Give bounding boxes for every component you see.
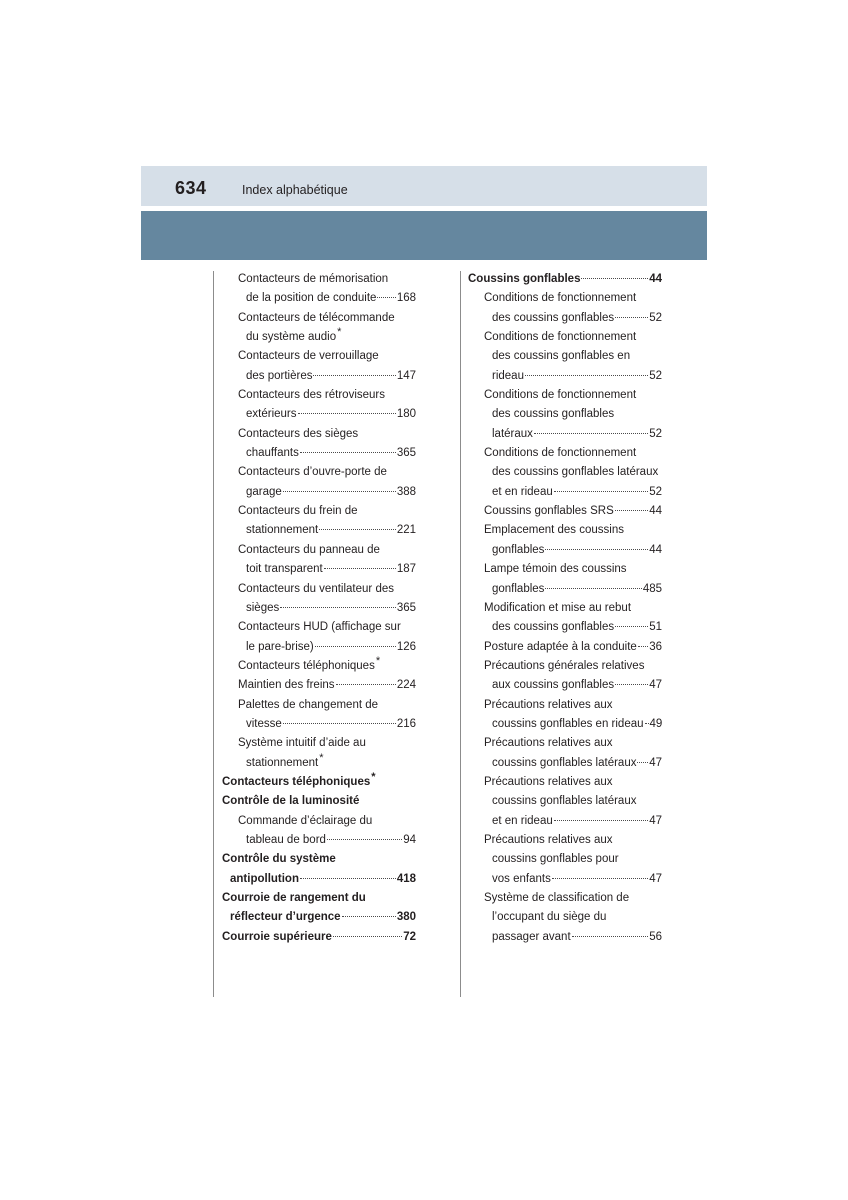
index-entry: [468, 734, 662, 753]
entry-text: Conditions de fonctionnement: [484, 389, 637, 402]
index-entry: [468, 560, 662, 579]
entry-text: gonflables: [492, 582, 545, 595]
entry-text: Emplacement des coussins: [484, 524, 624, 537]
index-entry: [468, 676, 662, 695]
entry-text: Conditions de fonctionnement: [484, 331, 637, 344]
entry-text: Système de classification de: [484, 892, 630, 904]
entry-text: Contacteurs des rétroviseurs: [238, 389, 386, 402]
index-entry: [468, 463, 662, 482]
header-band: [141, 166, 707, 206]
index-entry: [468, 270, 662, 289]
leader-dots: [615, 683, 648, 685]
index-entry: [468, 580, 662, 599]
entry-text: coussins gonflables pour: [492, 853, 619, 866]
entry-text: garage: [246, 485, 282, 498]
entry-text: du système audio: [246, 331, 337, 344]
leader-dots: [283, 490, 396, 492]
page-ref: 418: [396, 872, 416, 885]
entry-text: Coussins gonflables: [468, 273, 581, 285]
entry-text: des coussins gonflables: [492, 408, 615, 421]
entry-text: des coussins gonflables en: [492, 350, 631, 363]
page-ref: 147: [396, 369, 416, 382]
entry-text: Contrôle de la luminosité: [222, 795, 360, 808]
leader-dots: [645, 722, 649, 724]
leader-dots: [545, 548, 648, 550]
leader-dots: [554, 490, 648, 492]
entry-text: de la position de conduite: [246, 292, 377, 305]
index-entry: [222, 676, 416, 695]
index-entry: [222, 599, 416, 618]
index-entry: [222, 928, 416, 947]
leader-dots: [581, 277, 648, 279]
entry-text: latéraux: [492, 427, 533, 440]
index-entry: [468, 657, 662, 676]
entry-text: des portières: [246, 369, 313, 382]
leader-dots: [324, 567, 396, 569]
entry-text: coussins gonflables latéraux: [492, 756, 637, 769]
leader-dots: [313, 374, 395, 376]
page-ref: 49: [649, 717, 663, 730]
index-entry: [468, 908, 662, 927]
page-ref: 52: [649, 427, 662, 440]
page-ref: 52: [649, 311, 662, 324]
index-entry: [468, 715, 662, 734]
index-entry: [222, 444, 416, 463]
index-entry: [222, 580, 416, 599]
entry-text: Contacteurs téléphoniques: [238, 659, 375, 672]
leader-dots: [377, 296, 395, 298]
entry-text: Contacteurs du ventilateur des: [238, 582, 394, 595]
page-ref: 47: [649, 814, 662, 827]
entry-text: rideau: [492, 369, 524, 382]
index-entry: [222, 618, 416, 637]
index-entry: [222, 309, 416, 328]
entry-text: stationnement: [246, 524, 319, 537]
index-entry: [468, 425, 662, 444]
index-entry: [222, 483, 416, 502]
index-entry: [468, 502, 662, 521]
index-entry: [222, 831, 416, 850]
index-entry: [468, 754, 662, 773]
entry-text: des coussins gonflables: [492, 311, 615, 324]
leader-dots: [525, 374, 648, 376]
entry-text: chauffants: [246, 447, 299, 460]
entry-text: Palettes de changement de: [238, 698, 379, 711]
page-ref: 56: [649, 930, 662, 943]
entry-text: toit transparent: [246, 563, 323, 576]
section-title: Index alphabétique: [242, 183, 348, 197]
index-entry: [468, 328, 662, 347]
entry-text: coussins gonflables latéraux: [492, 795, 637, 808]
index-entry: [222, 850, 416, 869]
entry-text: aux coussins gonflables: [492, 679, 615, 692]
leader-dots: [327, 838, 402, 840]
index-entry: [468, 309, 662, 328]
index-entry: [468, 850, 662, 869]
entry-text: et en rideau: [492, 814, 553, 827]
asterisk-icon: *: [337, 326, 342, 339]
index-entry: [222, 386, 416, 405]
entry-text: Conditions de fonctionnement: [484, 292, 637, 305]
page-ref: 44: [649, 273, 662, 285]
leader-dots: [300, 877, 396, 879]
page-ref: 52: [649, 369, 662, 382]
leader-dots: [336, 683, 396, 685]
leader-dots: [342, 915, 396, 917]
entry-text: Maintien des freins: [238, 679, 335, 692]
entry-text: Courroie supérieure: [222, 930, 332, 943]
entry-text: sièges: [246, 601, 280, 614]
accent-band: [141, 211, 707, 260]
index-entry: [222, 289, 416, 308]
index-entry: [468, 812, 662, 831]
entry-text: et en rideau: [492, 485, 553, 498]
index-entry: [222, 328, 416, 347]
page-ref: 180: [396, 408, 416, 421]
index-column-left: [222, 270, 416, 947]
entry-text: Contacteurs des sièges: [238, 427, 359, 440]
entry-text: Contacteurs de mémorisation: [238, 273, 389, 285]
entry-text: réflecteur d’urgence: [230, 911, 341, 924]
entry-text: Précautions relatives aux: [484, 833, 613, 846]
index-entry: [222, 870, 416, 889]
entry-text: antipollution: [230, 872, 299, 885]
index-entry: [468, 367, 662, 386]
page-number: 634: [175, 178, 207, 198]
leader-dots: [534, 432, 648, 434]
entry-text: Contacteurs de télécommande: [238, 311, 395, 324]
leader-dots: [333, 935, 402, 937]
entry-text: le pare-brise): [246, 640, 314, 653]
index-entry: [222, 792, 416, 811]
asterisk-icon: *: [375, 654, 381, 667]
entry-text: Conditions de fonctionnement: [484, 447, 637, 460]
page-ref: 47: [649, 679, 662, 692]
asterisk-icon: *: [371, 770, 376, 783]
index-entry: [468, 541, 662, 560]
page-ref: 485: [642, 582, 662, 595]
index-entry: [468, 347, 662, 366]
entry-text: Contacteurs du frein de: [238, 505, 358, 518]
entry-text: extérieurs: [246, 408, 297, 421]
leader-dots: [319, 528, 396, 530]
page-ref: 365: [396, 601, 416, 614]
index-entry: [222, 638, 416, 657]
entry-text: des coussins gonflables latéraux: [492, 466, 659, 479]
entry-text: Précautions relatives aux: [484, 737, 613, 750]
index-entry: [468, 599, 662, 618]
entry-text: Précautions générales relatives: [484, 659, 645, 672]
entry-text: l’occupant du siège du: [492, 911, 607, 924]
leader-dots: [280, 606, 396, 608]
index-entry: [222, 908, 416, 927]
page-ref: 94: [403, 833, 416, 846]
index-entry: [468, 773, 662, 792]
index-entry: [222, 560, 416, 579]
index-entry: [468, 928, 662, 947]
leader-dots: [283, 722, 396, 724]
entry-text: Coussins gonflables SRS: [484, 505, 614, 518]
index-entry: [468, 444, 662, 463]
index-entry: [222, 541, 416, 560]
entry-text: gonflables: [492, 543, 545, 556]
index-entry: [468, 521, 662, 540]
leader-dots: [298, 412, 396, 414]
leader-dots: [552, 877, 648, 879]
entry-text: Posture adaptée à la conduite: [484, 640, 637, 653]
entry-text: vos enfants: [492, 872, 551, 885]
page-ref: 187: [396, 563, 416, 576]
right-column-rule: [460, 271, 461, 997]
left-column-rule: [213, 271, 214, 997]
index-entry: [222, 502, 416, 521]
page-ref: 221: [396, 524, 416, 537]
asterisk-icon: *: [319, 751, 324, 764]
page-ref: 224: [396, 679, 416, 692]
entry-text: Lampe témoin des coussins: [484, 563, 627, 576]
entry-text: Contacteurs HUD (affichage sur: [238, 621, 401, 634]
index-entry: [222, 751, 416, 773]
page-ref: 47: [649, 872, 662, 885]
leader-dots: [315, 645, 396, 647]
index-entry: [468, 405, 662, 424]
page-ref: 47: [649, 756, 662, 769]
index-entry: [468, 889, 662, 908]
entry-text: vitesse: [246, 717, 282, 730]
entry-text: Contacteurs téléphoniques: [222, 775, 371, 788]
index-entry: [222, 770, 416, 792]
leader-dots: [615, 316, 648, 318]
entry-text: Contacteurs d’ouvre-porte de: [238, 466, 387, 479]
index-entry: [468, 831, 662, 850]
page-ref: 388: [396, 485, 416, 498]
entry-text: passager avant: [492, 930, 571, 943]
leader-dots: [545, 587, 641, 589]
index-entry: [222, 405, 416, 424]
index-entry: [222, 715, 416, 734]
leader-dots: [572, 935, 649, 937]
index-entry: [468, 618, 662, 637]
leader-dots: [638, 645, 648, 647]
index-entry: [222, 463, 416, 482]
index-entry: [468, 289, 662, 308]
index-entry: [468, 638, 662, 657]
leader-dots: [300, 451, 396, 453]
entry-text: tableau de bord: [246, 833, 326, 846]
entry-text: Précautions relatives aux: [484, 775, 613, 788]
index-entry: [222, 521, 416, 540]
index-entry: [222, 270, 416, 289]
page-ref: 365: [396, 447, 416, 460]
entry-text: Précautions relatives aux: [484, 698, 613, 711]
index-entry: [222, 889, 416, 908]
page-ref: 126: [396, 640, 416, 653]
leader-dots: [615, 625, 648, 627]
page-ref: 380: [396, 911, 416, 924]
index-entry: [222, 367, 416, 386]
index-entry: [468, 386, 662, 405]
index-entry: [468, 483, 662, 502]
page-ref: 44: [649, 543, 662, 556]
index-entry: [222, 812, 416, 831]
entry-text: coussins gonflables en rideau: [492, 717, 644, 730]
entry-text: Contacteurs de verrouillage: [238, 350, 379, 363]
leader-dots: [554, 819, 648, 821]
entry-text: Contacteurs du panneau de: [238, 543, 380, 556]
entry-text: Courroie de rangement du: [222, 892, 366, 904]
index-entry: [222, 696, 416, 715]
index-entry: [468, 696, 662, 715]
page-ref: 52: [649, 485, 662, 498]
index-column-right: [468, 270, 662, 947]
entry-text: Contrôle du système: [222, 853, 336, 866]
page-ref: 168: [396, 292, 416, 305]
entry-text: Commande d’éclairage du: [238, 814, 373, 827]
index-entry: [222, 425, 416, 444]
page-ref: 36: [649, 640, 662, 653]
index-entry: [222, 347, 416, 366]
entry-text: Modification et mise au rebut: [484, 601, 632, 614]
entry-text: Système intuitif d’aide au: [238, 737, 366, 750]
page-ref: 51: [649, 621, 662, 634]
index-entry: [222, 654, 416, 676]
page-ref: 216: [396, 717, 416, 730]
index-entry: [468, 792, 662, 811]
entry-text: stationnement: [246, 756, 319, 769]
entry-text: des coussins gonflables: [492, 621, 615, 634]
index-entry: [468, 870, 662, 889]
page-ref: 72: [403, 930, 416, 943]
leader-dots: [637, 761, 648, 763]
leader-dots: [615, 509, 648, 511]
page-ref: 44: [649, 505, 662, 518]
